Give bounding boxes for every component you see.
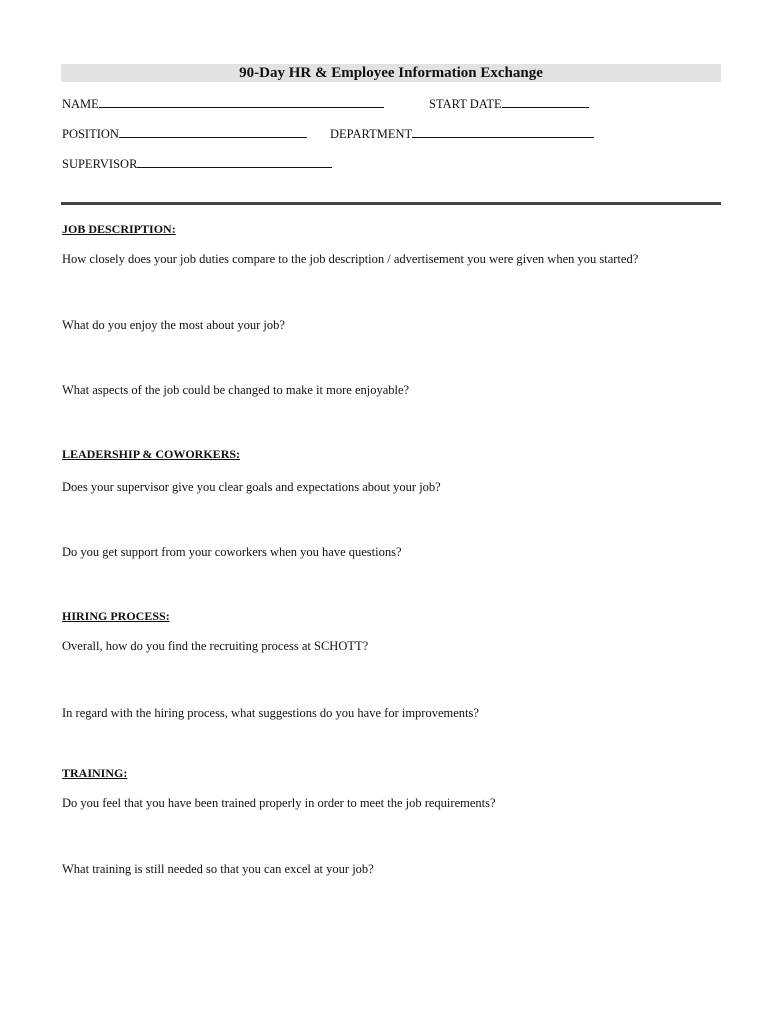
name-label: NAME [62,97,99,111]
form-title: 90-Day HR & Employee Information Exchange [239,65,543,81]
training-question-2: What training is still needed so that you can excel at your job? [62,862,374,876]
job-description-question-3: What aspects of the job could be changed to make it more enjoyable? [62,383,410,397]
start-date-field[interactable] [429,96,589,112]
leadership-question-1: Does your supervisor give you clear goals and expectations about your job? [62,480,441,494]
department-blank-line[interactable] [412,126,594,138]
supervisor-label: SUPERVISOR [62,157,138,171]
section-divider [61,202,721,205]
hiring-process-heading: HIRING PROCESS: [62,609,170,623]
position-field[interactable] [62,126,307,142]
training-heading: TRAINING: [62,766,128,780]
hiring-process-question-2: In regard with the hiring process, what suggestions do you have for improvements? [62,706,479,720]
supervisor-field[interactable] [62,156,332,172]
name-field[interactable] [62,96,384,112]
start-date-blank-line[interactable] [502,96,589,108]
job-description-question-2: What do you enjoy the most about your job? [62,318,285,332]
department-field[interactable] [330,126,594,142]
department-label: DEPARTMENT [330,127,413,141]
job-description-heading: JOB DESCRIPTION: [62,222,176,236]
position-blank-line[interactable] [119,126,307,138]
hiring-process-question-1: Overall, how do you find the recruiting process at SCHOTT? [62,639,369,653]
training-question-1: Do you feel that you have been trained properly in order to meet the job requirements? [62,796,496,810]
leadership-question-2: Do you get support from your coworkers when you have questions? [62,545,402,559]
position-label: POSITION [62,127,119,141]
leadership-heading: LEADERSHIP & COWORKERS: [62,447,241,461]
name-blank-line[interactable] [99,96,384,108]
start-date-label: START DATE [429,97,502,111]
job-description-question-1: How closely does your job duties compare to the job description / advertisement you were given when you started? [62,252,639,266]
supervisor-blank-line[interactable] [137,156,332,168]
